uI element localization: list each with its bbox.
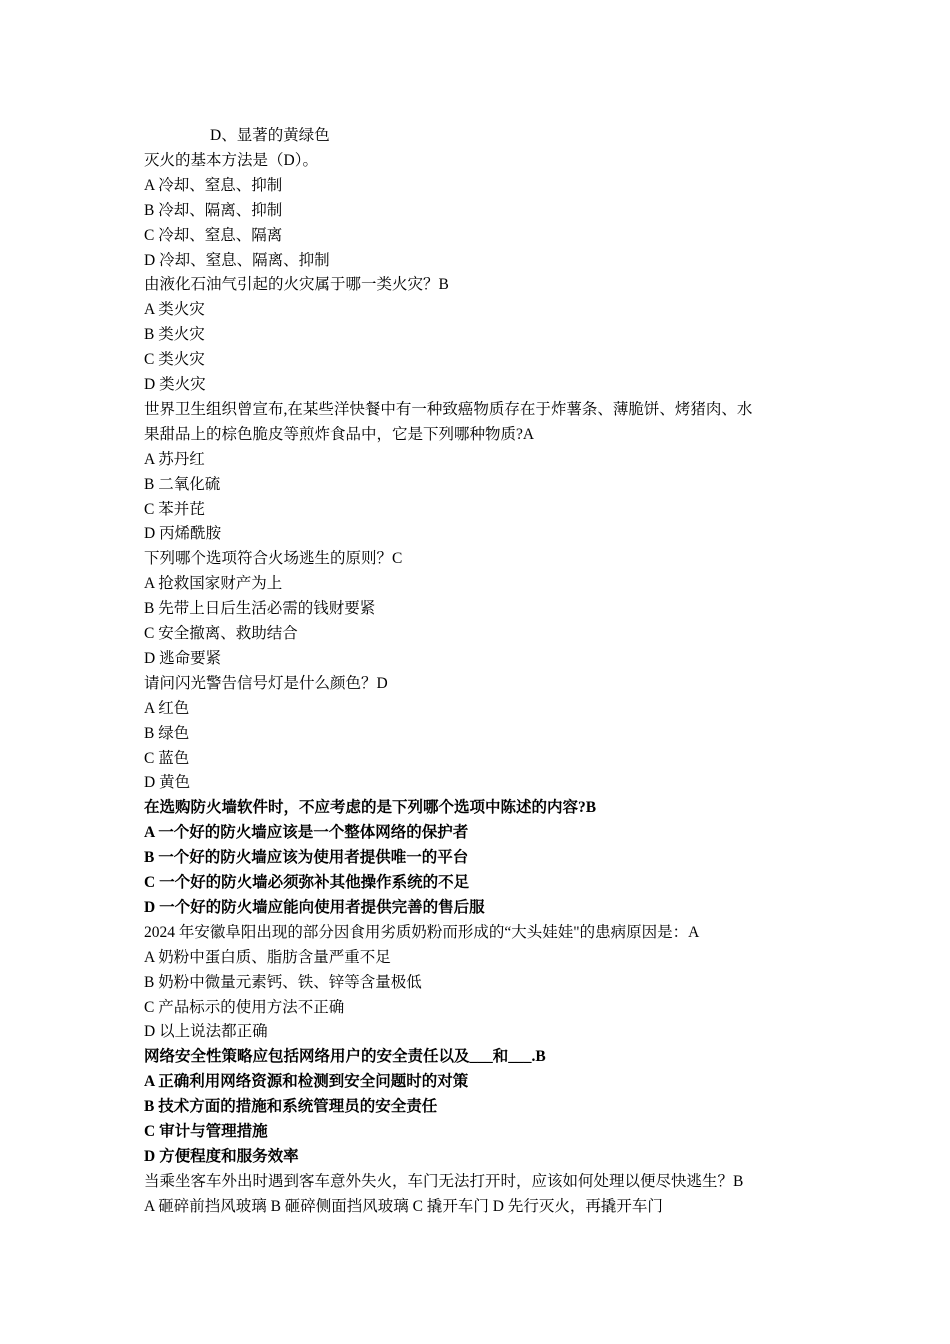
text-line: C 一个好的防火墙必须弥补其他操作系统的不足 <box>144 874 470 891</box>
text-line: 果甜品上的棕色脆皮等煎炸食品中，它是下列哪种物质?A <box>144 425 535 443</box>
text-line: C 苯并芘 <box>144 500 205 518</box>
text-line: 世界卫生组织曾宣布,在某些洋快餐中有一种致癌物质存在于炸薯条、薄脆饼、烤猪肉、水 <box>144 400 753 418</box>
text-line: A 红色 <box>144 699 190 717</box>
text-line: 下列哪个选项符合火场逃生的原则？C <box>144 550 403 568</box>
text-line: 灭火的基本方法是（D）。 <box>144 151 318 169</box>
text-line: C 类火灾 <box>144 351 205 369</box>
text-line: D 丙烯酰胺 <box>144 525 222 543</box>
text-line: D 逃命要紧 <box>144 649 222 667</box>
text-line: B 类火灾 <box>144 326 205 344</box>
text-line: C 安全撤离、救助结合 <box>144 625 298 642</box>
text-line: B 二氧化硫 <box>144 475 221 493</box>
text-line: D、显著的黄绿色 <box>210 127 330 144</box>
text-line: A 正确利用网络资源和检测到安全问题时的对策 <box>144 1073 469 1091</box>
text-line: A 冷却、窒息、抑制 <box>144 176 283 194</box>
text-line: D 一个好的防火墙应能向使用者提供完善的售后服 <box>144 898 485 916</box>
text-line: A 砸碎前挡风玻璃 B 砸碎侧面挡风玻璃 C 撬开车门 D 先行灭火，再撬开车门 <box>144 1197 663 1215</box>
text-line: D 黄色 <box>144 774 191 792</box>
text-line: D 冷却、窒息、隔离、抑制 <box>144 251 330 269</box>
text-line: A 苏丹红 <box>144 450 205 468</box>
text-line: 当乘坐客车外出时遇到客车意外失火，车门无法打开时，应该如何处理以便尽快逃生？B <box>144 1172 744 1190</box>
text-line: B 绿色 <box>144 724 190 742</box>
text-line: B 奶粉中微量元素钙、铁、锌等含量极低 <box>144 973 422 991</box>
text-line: C 产品标示的使用方法不正确 <box>144 998 345 1016</box>
text-line: D 类火灾 <box>144 376 206 393</box>
text-line: 请问闪光警告信号灯是什么颜色？D <box>144 674 388 692</box>
text-line: A 抢救国家财产为上 <box>144 575 283 593</box>
text-line: B 一个好的防火墙应该为使用者提供唯一的平台 <box>144 849 469 867</box>
text-line: 网络安全性策略应包括网络用户的安全责任以及___和___.B <box>144 1048 546 1066</box>
text-line: B 冷却、隔离、抑制 <box>144 201 283 219</box>
text-line: D 方便程度和服务效率 <box>144 1147 299 1165</box>
text-line: A 奶粉中蛋白质、脂肪含量严重不足 <box>144 948 391 966</box>
text-line: D 以上说法都正确 <box>144 1023 268 1041</box>
text-line: B 先带上日后生活必需的钱财要紧 <box>144 600 376 618</box>
text-line: B 技术方面的措施和系统管理员的安全责任 <box>144 1098 438 1116</box>
text-line: A 类火灾 <box>144 301 205 319</box>
text-line: A 一个好的防火墙应该是一个整体网络的保护者 <box>144 824 469 842</box>
text-line: 由液化石油气引起的火灾属于哪一类火灾？B <box>144 276 449 294</box>
text-line: 2024 年安徽阜阳出现的部分因食用劣质奶粉而形成的“大头娃娃"的患病原因是：A <box>144 923 700 941</box>
text-line: C 冷却、窒息、隔离 <box>144 226 283 244</box>
text-line: 在选购防火墙软件时，不应考虑的是下列哪个选项中陈述的内容?B <box>144 799 597 817</box>
text-line: C 审计与管理措施 <box>144 1123 268 1140</box>
text-line: C 蓝色 <box>144 749 190 767</box>
